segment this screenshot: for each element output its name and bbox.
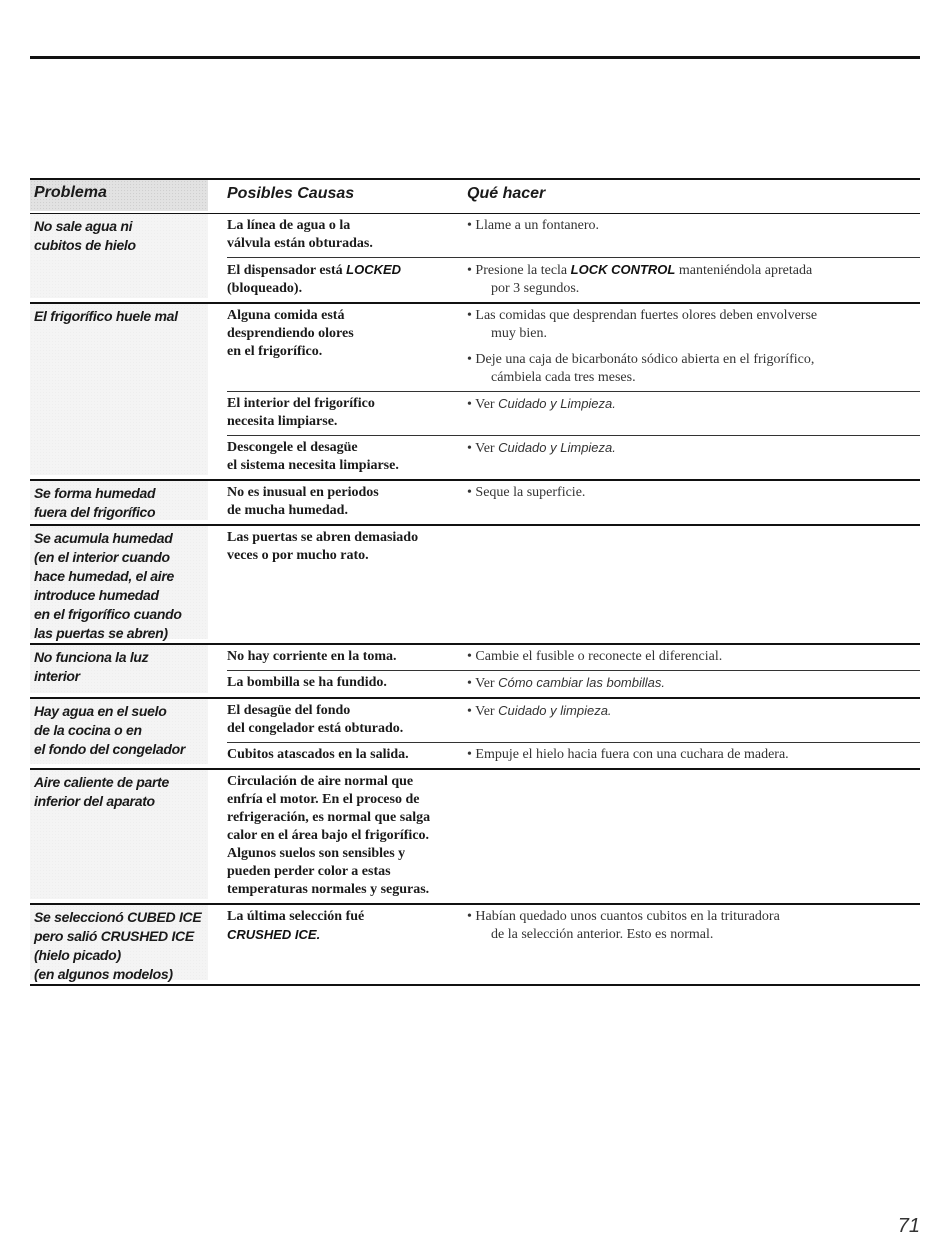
cause-rows — [227, 304, 920, 479]
action-cell — [467, 395, 920, 431]
cause-rows — [227, 905, 920, 984]
problem-text — [34, 702, 208, 759]
problem-group — [30, 304, 920, 481]
table-row — [227, 392, 920, 436]
cause-line — [227, 261, 467, 280]
cause-cell — [227, 395, 467, 431]
table-row — [227, 436, 920, 479]
action-reference: Cómo cambiar las bombillas. — [498, 675, 665, 690]
problem-text — [34, 908, 208, 984]
cause-line: veces o por mucho rato. — [227, 548, 369, 563]
cause-cell — [227, 908, 467, 944]
problem-line: inferior del aparato — [34, 793, 155, 809]
action-cell — [467, 217, 920, 253]
cause-line: válvula están obturadas. — [227, 236, 373, 251]
cause-line: necesita limpiarse. — [227, 414, 338, 429]
problem-group — [30, 645, 920, 699]
cause-line: Descongele el desagüe — [227, 440, 358, 455]
action-text: • Seque la superficie. — [467, 485, 586, 500]
action-cell — [467, 307, 920, 387]
problem-text — [34, 773, 208, 811]
table-row — [227, 699, 920, 743]
action-cell — [467, 439, 920, 475]
table-body — [30, 214, 920, 986]
action-cell — [467, 648, 920, 666]
table-row — [227, 214, 920, 258]
cause-line: La bombilla se ha fundido. — [227, 675, 387, 690]
problem-shade — [30, 304, 208, 475]
problem-group — [30, 526, 920, 645]
action-cell — [467, 484, 920, 520]
problem-line: (hielo picado) — [34, 947, 121, 963]
cause-line: No hay corriente en la toma. — [227, 649, 397, 664]
problem-group — [30, 214, 920, 304]
problem-cell — [30, 304, 208, 479]
cause-line: temperaturas normales y seguras. — [227, 882, 430, 897]
problem-line: introduce humedad — [34, 587, 159, 603]
action-item — [467, 351, 920, 387]
action-text: • Habían quedado unos cuantos cubitos en la trituradora — [467, 909, 780, 924]
cause-line: No es inusual en periodos — [227, 485, 379, 500]
problem-cell — [30, 645, 208, 697]
problem-line: Se forma humedad — [34, 485, 156, 501]
problem-text — [34, 648, 208, 686]
action-text: por 3 segundos. — [491, 281, 580, 296]
problem-group — [30, 905, 920, 986]
problem-line: interior — [34, 668, 80, 684]
cause-line: del congelador está obturado. — [227, 721, 404, 736]
table-row — [227, 645, 920, 671]
cause-text: El dispensador está — [227, 263, 347, 278]
cause-cell — [227, 529, 467, 565]
problem-line: de la cocina o en — [34, 722, 142, 738]
cause-line: El interior del frigorífico — [227, 396, 375, 411]
cause-line: El desagüe del fondo — [227, 703, 351, 718]
action-text: de la selección anterior. Esto es normal. — [491, 927, 714, 942]
cause-rows — [227, 770, 920, 903]
action-item — [467, 702, 920, 721]
action-item — [467, 908, 920, 944]
problem-line: cubitos de hielo — [34, 237, 136, 253]
cause-line: Algunos suelos son sensibles y — [227, 846, 406, 861]
header-problem: Problema — [34, 184, 107, 201]
cause-line: desprendiendo olores — [227, 326, 354, 341]
table-row — [227, 526, 920, 569]
cause-cell — [227, 307, 467, 387]
action-item — [467, 746, 920, 764]
cause-line: La línea de agua o la — [227, 218, 351, 233]
problem-line: en el frigorífico cuando — [34, 606, 182, 622]
problem-cell — [30, 770, 208, 903]
problem-line: No sale agua ni — [34, 218, 133, 234]
cause-line: Alguna comida está — [227, 308, 345, 323]
troubleshooting-table — [30, 178, 920, 986]
cause-line: en el frigorífico. — [227, 344, 323, 359]
action-item — [467, 261, 920, 298]
problem-line: hace humedad, el aire — [34, 568, 174, 584]
table-row — [227, 304, 920, 392]
action-item — [467, 648, 920, 666]
cause-line: calor en el área bajo el frigorífico. — [227, 828, 430, 843]
page-number: 71 — [897, 1215, 920, 1237]
cause-cell — [227, 648, 467, 666]
cause-line: La última selección fué — [227, 909, 365, 924]
cause-cell — [227, 217, 467, 253]
action-item — [467, 439, 920, 458]
cause-cell — [227, 746, 467, 764]
action-text: • Empuje el hielo hacia fuera con una cuchara de madera. — [467, 747, 789, 762]
cause-rows — [227, 645, 920, 697]
table-row — [227, 743, 920, 768]
cause-line: (bloqueado). — [227, 281, 303, 296]
cause-rows — [227, 699, 920, 768]
problem-cell — [30, 526, 208, 643]
top-rule — [30, 56, 920, 59]
action-reference: Cuidado y Limpieza. — [498, 440, 616, 455]
problem-cell — [30, 905, 208, 984]
header-causes: Posibles Causas — [227, 185, 355, 202]
cause-line: de mucha humedad. — [227, 503, 348, 518]
cause-line: Las puertas se abren demasiado — [227, 530, 419, 545]
cause-cell — [227, 439, 467, 475]
cause-cell — [227, 261, 467, 298]
problem-line: El frigorífico huele mal — [34, 308, 178, 324]
action-reference: Cuidado y Limpieza. — [498, 396, 616, 411]
problem-line: Se acumula humedad — [34, 530, 173, 546]
action-cell — [467, 261, 920, 298]
problem-group — [30, 481, 920, 526]
action-text: • Ver — [467, 397, 499, 412]
problem-text — [34, 484, 208, 522]
action-text: muy bien. — [491, 326, 547, 341]
problem-group — [30, 770, 920, 905]
problem-cell — [30, 699, 208, 768]
header-action: Qué hacer — [467, 185, 546, 202]
action-text: • Ver — [467, 704, 499, 719]
action-item — [467, 307, 920, 343]
problem-text — [34, 307, 208, 326]
action-cell — [467, 773, 920, 899]
cause-line: pueden perder color a estas — [227, 864, 391, 879]
problem-line: pero salió CRUSHED ICE — [34, 928, 194, 944]
table-row — [227, 905, 920, 948]
problem-line: fuera del frigorífico — [34, 504, 156, 520]
action-text: cámbiela cada tres meses. — [491, 370, 636, 385]
action-text: • Ver — [467, 441, 499, 456]
cause-cell — [227, 484, 467, 520]
action-text: manteniéndola apretada — [675, 263, 813, 278]
cause-emphasis: CRUSHED ICE. — [227, 927, 321, 942]
table-row — [227, 671, 920, 697]
action-item — [467, 484, 920, 502]
problem-cell — [30, 481, 208, 524]
cause-line: Cubitos atascados en la salida. — [227, 747, 409, 762]
problem-text — [34, 529, 208, 643]
action-cell — [467, 702, 920, 738]
action-item — [467, 674, 920, 693]
cause-rows — [227, 481, 920, 524]
action-reference: Cuidado y limpieza. — [498, 703, 612, 718]
action-item — [467, 217, 920, 235]
cause-line: refrigeración, es normal que salga — [227, 810, 431, 825]
action-cell — [467, 529, 920, 565]
table-header — [30, 178, 920, 214]
table-row — [227, 481, 920, 524]
action-text: • Deje una caja de bicarbonáto sódico abierta en el frigorífico, — [467, 352, 815, 367]
action-text: • Ver — [467, 676, 499, 691]
cause-rows — [227, 214, 920, 302]
problem-cell — [30, 214, 208, 302]
action-text: • Llame a un fontanero. — [467, 218, 600, 233]
cause-cell — [227, 702, 467, 738]
table-row — [227, 258, 920, 302]
problem-line: Hay agua en el suelo — [34, 703, 167, 719]
cause-cell — [227, 773, 467, 899]
cause-line: enfría el motor. En el proceso de — [227, 792, 420, 807]
problem-line: No funciona la luz — [34, 649, 149, 665]
action-text: • Cambie el fusible o reconecte el diferencial. — [467, 649, 723, 664]
cause-line: Circulación de aire normal que — [227, 774, 414, 789]
problem-line: (en el interior cuando — [34, 549, 170, 565]
action-cell — [467, 908, 920, 944]
cause-cell — [227, 674, 467, 693]
cause-line: el sistema necesita limpiarse. — [227, 458, 399, 473]
problem-line: Se seleccionó CUBED ICE — [34, 909, 202, 925]
table-row — [227, 770, 920, 903]
problem-line: las puertas se abren) — [34, 625, 168, 641]
action-text: • Las comidas que desprendan fuertes olores deben envolverse — [467, 308, 818, 323]
action-cell — [467, 674, 920, 693]
action-cell — [467, 746, 920, 764]
action-item — [467, 395, 920, 414]
cause-rows — [227, 526, 920, 643]
action-emphasis: LOCK CONTROL — [570, 262, 676, 277]
problem-line: (en algunos modelos) — [34, 966, 173, 982]
problem-text — [34, 217, 208, 255]
problem-line: Aire caliente de parte — [34, 774, 170, 790]
problem-line: el fondo del congelador — [34, 741, 185, 757]
cause-emphasis: LOCKED — [346, 262, 402, 277]
problem-group — [30, 699, 920, 770]
action-text: • Presione la tecla — [467, 263, 571, 278]
